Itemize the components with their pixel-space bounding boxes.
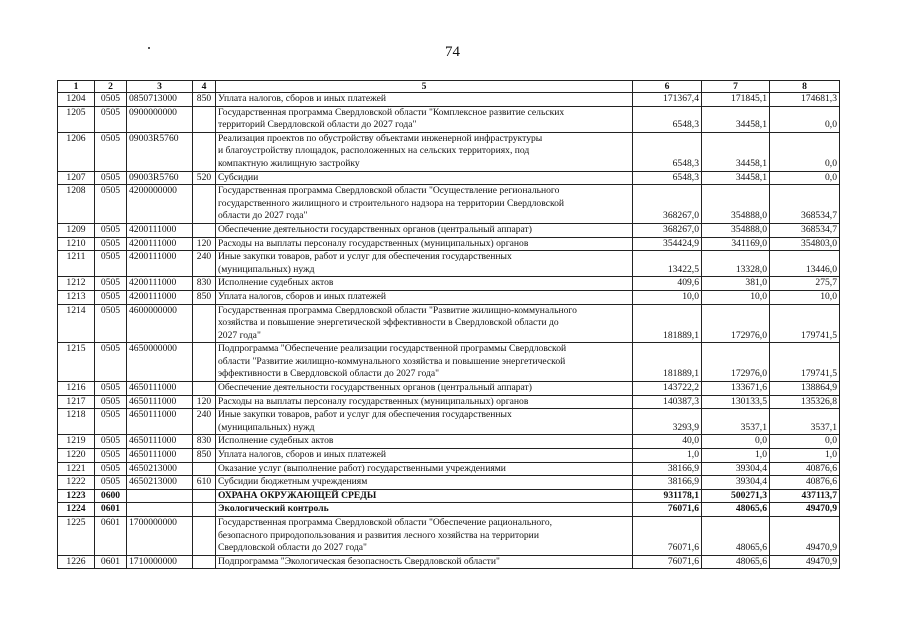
section-code-cell: 0505	[95, 462, 127, 476]
row-number-cell: 1224	[58, 503, 95, 517]
amount-year3-cell: 0,0	[770, 106, 840, 132]
amount-year1-cell: 76071,6	[633, 503, 702, 517]
amount-year3-cell: 49470,9	[770, 517, 840, 556]
item-name-cell: Подпрограмма "Обеспечение реализации государственной программы Свердловской области "Развитие жилищно-коммунального хозяйства и повышение энергетической эффективности в Свердловской области до 2027 года"	[216, 343, 633, 382]
amount-year2-cell: 34458,1	[702, 171, 770, 185]
amount-year1-cell: 354424,9	[633, 237, 702, 251]
amount-year2-cell: 500271,3	[702, 489, 770, 503]
amount-year3-cell: 275,7	[770, 277, 840, 291]
expense-type-cell: 240	[193, 409, 216, 435]
section-code-cell: 0505	[95, 304, 127, 343]
amount-year2-cell: 133671,6	[702, 382, 770, 396]
amount-year1-cell: 140387,3	[633, 395, 702, 409]
table-row	[58, 489, 840, 503]
amount-year2-cell: 3537,1	[702, 409, 770, 435]
row-number-cell: 1204	[58, 93, 95, 107]
amount-year1-cell: 181889,1	[633, 343, 702, 382]
row-number-cell: 1225	[58, 517, 95, 556]
amount-year1-cell: 6548,3	[633, 106, 702, 132]
item-name-cell: Уплата налогов, сборов и иных платежей	[216, 290, 633, 304]
row-number-cell: 1226	[58, 555, 95, 569]
target-article-cell: 0900000000	[127, 106, 193, 132]
target-article-cell: 4200111000	[127, 277, 193, 291]
table-row	[58, 171, 840, 185]
expense-type-cell	[193, 304, 216, 343]
target-article-cell: 4600000000	[127, 304, 193, 343]
expense-type-cell: 240	[193, 251, 216, 277]
section-code-cell: 0505	[95, 237, 127, 251]
target-article-cell: 4200111000	[127, 237, 193, 251]
expense-type-cell	[193, 132, 216, 171]
amount-year3-cell: 179741,5	[770, 343, 840, 382]
section-code-cell: 0600	[95, 489, 127, 503]
expense-type-cell	[193, 382, 216, 396]
section-code-cell: 0601	[95, 517, 127, 556]
table-row	[58, 132, 840, 171]
table-row	[58, 93, 840, 107]
amount-year3-cell: 174681,3	[770, 93, 840, 107]
amount-year3-cell: 138864,9	[770, 382, 840, 396]
section-code-cell: 0505	[95, 409, 127, 435]
row-number-cell: 1222	[58, 476, 95, 490]
amount-year2-cell: 10,0	[702, 290, 770, 304]
item-name-cell: ОХРАНА ОКРУЖАЮЩЕЙ СРЕДЫ	[216, 489, 633, 503]
table-row	[58, 449, 840, 463]
section-code-cell: 0505	[95, 223, 127, 237]
row-number-cell: 1209	[58, 223, 95, 237]
section-code-cell: 0505	[95, 132, 127, 171]
amount-year3-cell: 368534,7	[770, 223, 840, 237]
amount-year2-cell: 354888,0	[702, 185, 770, 224]
target-article-cell: 1700000000	[127, 517, 193, 556]
expense-type-cell	[193, 489, 216, 503]
row-number-cell: 1208	[58, 185, 95, 224]
amount-year1-cell: 368267,0	[633, 223, 702, 237]
target-article-cell: 4650111000	[127, 435, 193, 449]
amount-year2-cell: 0,0	[702, 435, 770, 449]
row-number-cell: 1206	[58, 132, 95, 171]
row-number-cell: 1213	[58, 290, 95, 304]
section-code-cell: 0505	[95, 106, 127, 132]
header-row	[58, 81, 840, 93]
header-cell: 3	[127, 81, 193, 93]
table-row	[58, 223, 840, 237]
amount-year3-cell: 40876,6	[770, 476, 840, 490]
expense-type-cell: 120	[193, 395, 216, 409]
amount-year3-cell: 49470,9	[770, 555, 840, 569]
amount-year2-cell: 39304,4	[702, 462, 770, 476]
scan-speck	[148, 47, 150, 49]
amount-year2-cell: 48065,6	[702, 517, 770, 556]
amount-year3-cell: 0,0	[770, 435, 840, 449]
target-article-cell: 4200111000	[127, 290, 193, 304]
amount-year3-cell: 0,0	[770, 132, 840, 171]
table-row	[58, 185, 840, 224]
target-article-cell	[127, 489, 193, 503]
amount-year1-cell: 38166,9	[633, 462, 702, 476]
amount-year1-cell: 931178,1	[633, 489, 702, 503]
header-cell: 8	[770, 81, 840, 93]
expense-type-cell	[193, 343, 216, 382]
target-article-cell: 4650111000	[127, 409, 193, 435]
amount-year1-cell: 10,0	[633, 290, 702, 304]
item-name-cell: Субсидии	[216, 171, 633, 185]
expense-type-cell: 830	[193, 435, 216, 449]
target-article-cell: 09003R5760	[127, 132, 193, 171]
table-body	[58, 81, 840, 569]
header-cell: 1	[58, 81, 95, 93]
amount-year3-cell: 40876,6	[770, 462, 840, 476]
item-name-cell: Исполнение судебных актов	[216, 435, 633, 449]
amount-year2-cell: 381,0	[702, 277, 770, 291]
table-row	[58, 106, 840, 132]
amount-year1-cell: 181889,1	[633, 304, 702, 343]
expense-type-cell: 850	[193, 93, 216, 107]
expense-type-cell	[193, 555, 216, 569]
amount-year1-cell: 6548,3	[633, 132, 702, 171]
section-code-cell: 0505	[95, 277, 127, 291]
table-row	[58, 435, 840, 449]
amount-year1-cell: 38166,9	[633, 476, 702, 490]
section-code-cell: 0505	[95, 171, 127, 185]
section-code-cell: 0505	[95, 343, 127, 382]
row-number-cell: 1210	[58, 237, 95, 251]
amount-year3-cell: 10,0	[770, 290, 840, 304]
item-name-cell: Уплата налогов, сборов и иных платежей	[216, 449, 633, 463]
expense-type-cell	[193, 223, 216, 237]
amount-year2-cell: 48065,6	[702, 503, 770, 517]
amount-year2-cell: 172976,0	[702, 343, 770, 382]
item-name-cell: Расходы на выплаты персоналу государственных (муниципальных) органов	[216, 395, 633, 409]
row-number-cell: 1214	[58, 304, 95, 343]
amount-year1-cell: 76071,6	[633, 555, 702, 569]
amount-year1-cell: 171367,4	[633, 93, 702, 107]
item-name-cell: Уплата налогов, сборов и иных платежей	[216, 93, 633, 107]
amount-year2-cell: 171845,1	[702, 93, 770, 107]
amount-year2-cell: 34458,1	[702, 132, 770, 171]
section-code-cell: 0505	[95, 435, 127, 449]
expense-type-cell: 520	[193, 171, 216, 185]
expense-type-cell	[193, 462, 216, 476]
expense-type-cell: 850	[193, 449, 216, 463]
row-number-cell: 1205	[58, 106, 95, 132]
expense-type-cell	[193, 106, 216, 132]
item-name-cell: Государственная программа Свердловской области "Развитие жилищно-коммунального хозяйства и повышение энергетической эффективности в Свердловской области до 2027 года"	[216, 304, 633, 343]
row-number-cell: 1212	[58, 277, 95, 291]
amount-year2-cell: 130133,5	[702, 395, 770, 409]
amount-year1-cell: 3293,9	[633, 409, 702, 435]
table-row	[58, 382, 840, 396]
row-number-cell: 1219	[58, 435, 95, 449]
target-article-cell: 4650111000	[127, 395, 193, 409]
target-article-cell: 4200111000	[127, 251, 193, 277]
expense-type-cell: 610	[193, 476, 216, 490]
amount-year3-cell: 0,0	[770, 171, 840, 185]
row-number-cell: 1211	[58, 251, 95, 277]
expense-type-cell: 120	[193, 237, 216, 251]
item-name-cell: Исполнение судебных актов	[216, 277, 633, 291]
target-article-cell: 0850713000	[127, 93, 193, 107]
row-number-cell: 1216	[58, 382, 95, 396]
amount-year3-cell: 368534,7	[770, 185, 840, 224]
item-name-cell: Государственная программа Свердловской области "Обеспечение рационального, безопасного природопользования и развития лесного хозяйства на территории Свердловской области до 2027 года"	[216, 517, 633, 556]
amount-year3-cell: 354803,0	[770, 237, 840, 251]
amount-year3-cell: 3537,1	[770, 409, 840, 435]
table-row	[58, 251, 840, 277]
budget-table	[57, 80, 840, 569]
target-article-cell: 4200000000	[127, 185, 193, 224]
amount-year3-cell: 179741,5	[770, 304, 840, 343]
table-row	[58, 290, 840, 304]
section-code-cell: 0601	[95, 555, 127, 569]
amount-year2-cell: 172976,0	[702, 304, 770, 343]
table-row	[58, 503, 840, 517]
amount-year2-cell: 1,0	[702, 449, 770, 463]
table-row	[58, 237, 840, 251]
target-article-cell: 4200111000	[127, 223, 193, 237]
expense-type-cell: 850	[193, 290, 216, 304]
amount-year3-cell: 437113,7	[770, 489, 840, 503]
table-row	[58, 395, 840, 409]
page-number: 74	[445, 44, 460, 60]
item-name-cell: Экологический контроль	[216, 503, 633, 517]
row-number-cell: 1218	[58, 409, 95, 435]
section-code-cell: 0505	[95, 251, 127, 277]
item-name-cell: Оказание услуг (выполнение работ) государственными учреждениями	[216, 462, 633, 476]
item-name-cell: Расходы на выплаты персоналу государственных (муниципальных) органов	[216, 237, 633, 251]
amount-year1-cell: 6548,3	[633, 171, 702, 185]
target-article-cell: 4650111000	[127, 382, 193, 396]
target-article-cell: 09003R5760	[127, 171, 193, 185]
item-name-cell: Иные закупки товаров, работ и услуг для обеспечения государственных (муниципальных) нужд	[216, 251, 633, 277]
target-article-cell: 4650213000	[127, 476, 193, 490]
item-name-cell: Государственная программа Свердловской области "Комплексное развитие сельских территорий Свердловской области до 2027 года"	[216, 106, 633, 132]
table-row	[58, 409, 840, 435]
item-name-cell: Реализация проектов по обустройству объектами инженерной инфраструктуры и благоустройству площадок, расположенных на сельских территориях, под компактную жилищную застройку	[216, 132, 633, 171]
header-cell: 2	[95, 81, 127, 93]
target-article-cell: 1710000000	[127, 555, 193, 569]
section-code-cell: 0505	[95, 449, 127, 463]
target-article-cell: 4650000000	[127, 343, 193, 382]
header-cell: 4	[193, 81, 216, 93]
item-name-cell: Государственная программа Свердловской области "Осуществление регионального государственного жилищного и строительного надзора на территории Свердловской области до 2027 года"	[216, 185, 633, 224]
row-number-cell: 1215	[58, 343, 95, 382]
amount-year1-cell: 143722,2	[633, 382, 702, 396]
header-cell: 7	[702, 81, 770, 93]
amount-year2-cell: 13328,0	[702, 251, 770, 277]
table-row	[58, 462, 840, 476]
amount-year3-cell: 49470,9	[770, 503, 840, 517]
table-row	[58, 343, 840, 382]
expense-type-cell: 830	[193, 277, 216, 291]
section-code-cell: 0505	[95, 93, 127, 107]
row-number-cell: 1220	[58, 449, 95, 463]
table-row	[58, 476, 840, 490]
section-code-cell: 0505	[95, 290, 127, 304]
table-row	[58, 304, 840, 343]
amount-year1-cell: 13422,5	[633, 251, 702, 277]
amount-year2-cell: 341169,0	[702, 237, 770, 251]
amount-year2-cell: 48065,6	[702, 555, 770, 569]
table-row	[58, 277, 840, 291]
amount-year3-cell: 135326,8	[770, 395, 840, 409]
section-code-cell: 0505	[95, 185, 127, 224]
row-number-cell: 1217	[58, 395, 95, 409]
header-cell: 5	[216, 81, 633, 93]
item-name-cell: Подпрограмма "Экологическая безопасность Свердловской области"	[216, 555, 633, 569]
amount-year1-cell: 368267,0	[633, 185, 702, 224]
amount-year1-cell: 40,0	[633, 435, 702, 449]
section-code-cell: 0505	[95, 476, 127, 490]
row-number-cell: 1223	[58, 489, 95, 503]
amount-year2-cell: 39304,4	[702, 476, 770, 490]
amount-year3-cell: 13446,0	[770, 251, 840, 277]
table-row	[58, 517, 840, 556]
section-code-cell: 0601	[95, 503, 127, 517]
expense-type-cell	[193, 517, 216, 556]
row-number-cell: 1207	[58, 171, 95, 185]
amount-year1-cell: 76071,6	[633, 517, 702, 556]
row-number-cell: 1221	[58, 462, 95, 476]
target-article-cell: 4650111000	[127, 449, 193, 463]
amount-year3-cell: 1,0	[770, 449, 840, 463]
header-cell: 6	[633, 81, 702, 93]
amount-year2-cell: 354888,0	[702, 223, 770, 237]
expense-type-cell	[193, 503, 216, 517]
item-name-cell: Обеспечение деятельности государственных органов (центральный аппарат)	[216, 382, 633, 396]
expense-type-cell	[193, 185, 216, 224]
amount-year2-cell: 34458,1	[702, 106, 770, 132]
section-code-cell: 0505	[95, 382, 127, 396]
target-article-cell	[127, 503, 193, 517]
section-code-cell: 0505	[95, 395, 127, 409]
table-row	[58, 555, 840, 569]
item-name-cell: Иные закупки товаров, работ и услуг для обеспечения государственных (муниципальных) нужд	[216, 409, 633, 435]
target-article-cell: 4650213000	[127, 462, 193, 476]
amount-year1-cell: 409,6	[633, 277, 702, 291]
amount-year1-cell: 1,0	[633, 449, 702, 463]
item-name-cell: Субсидии бюджетным учреждениям	[216, 476, 633, 490]
item-name-cell: Обеспечение деятельности государственных органов (центральный аппарат)	[216, 223, 633, 237]
